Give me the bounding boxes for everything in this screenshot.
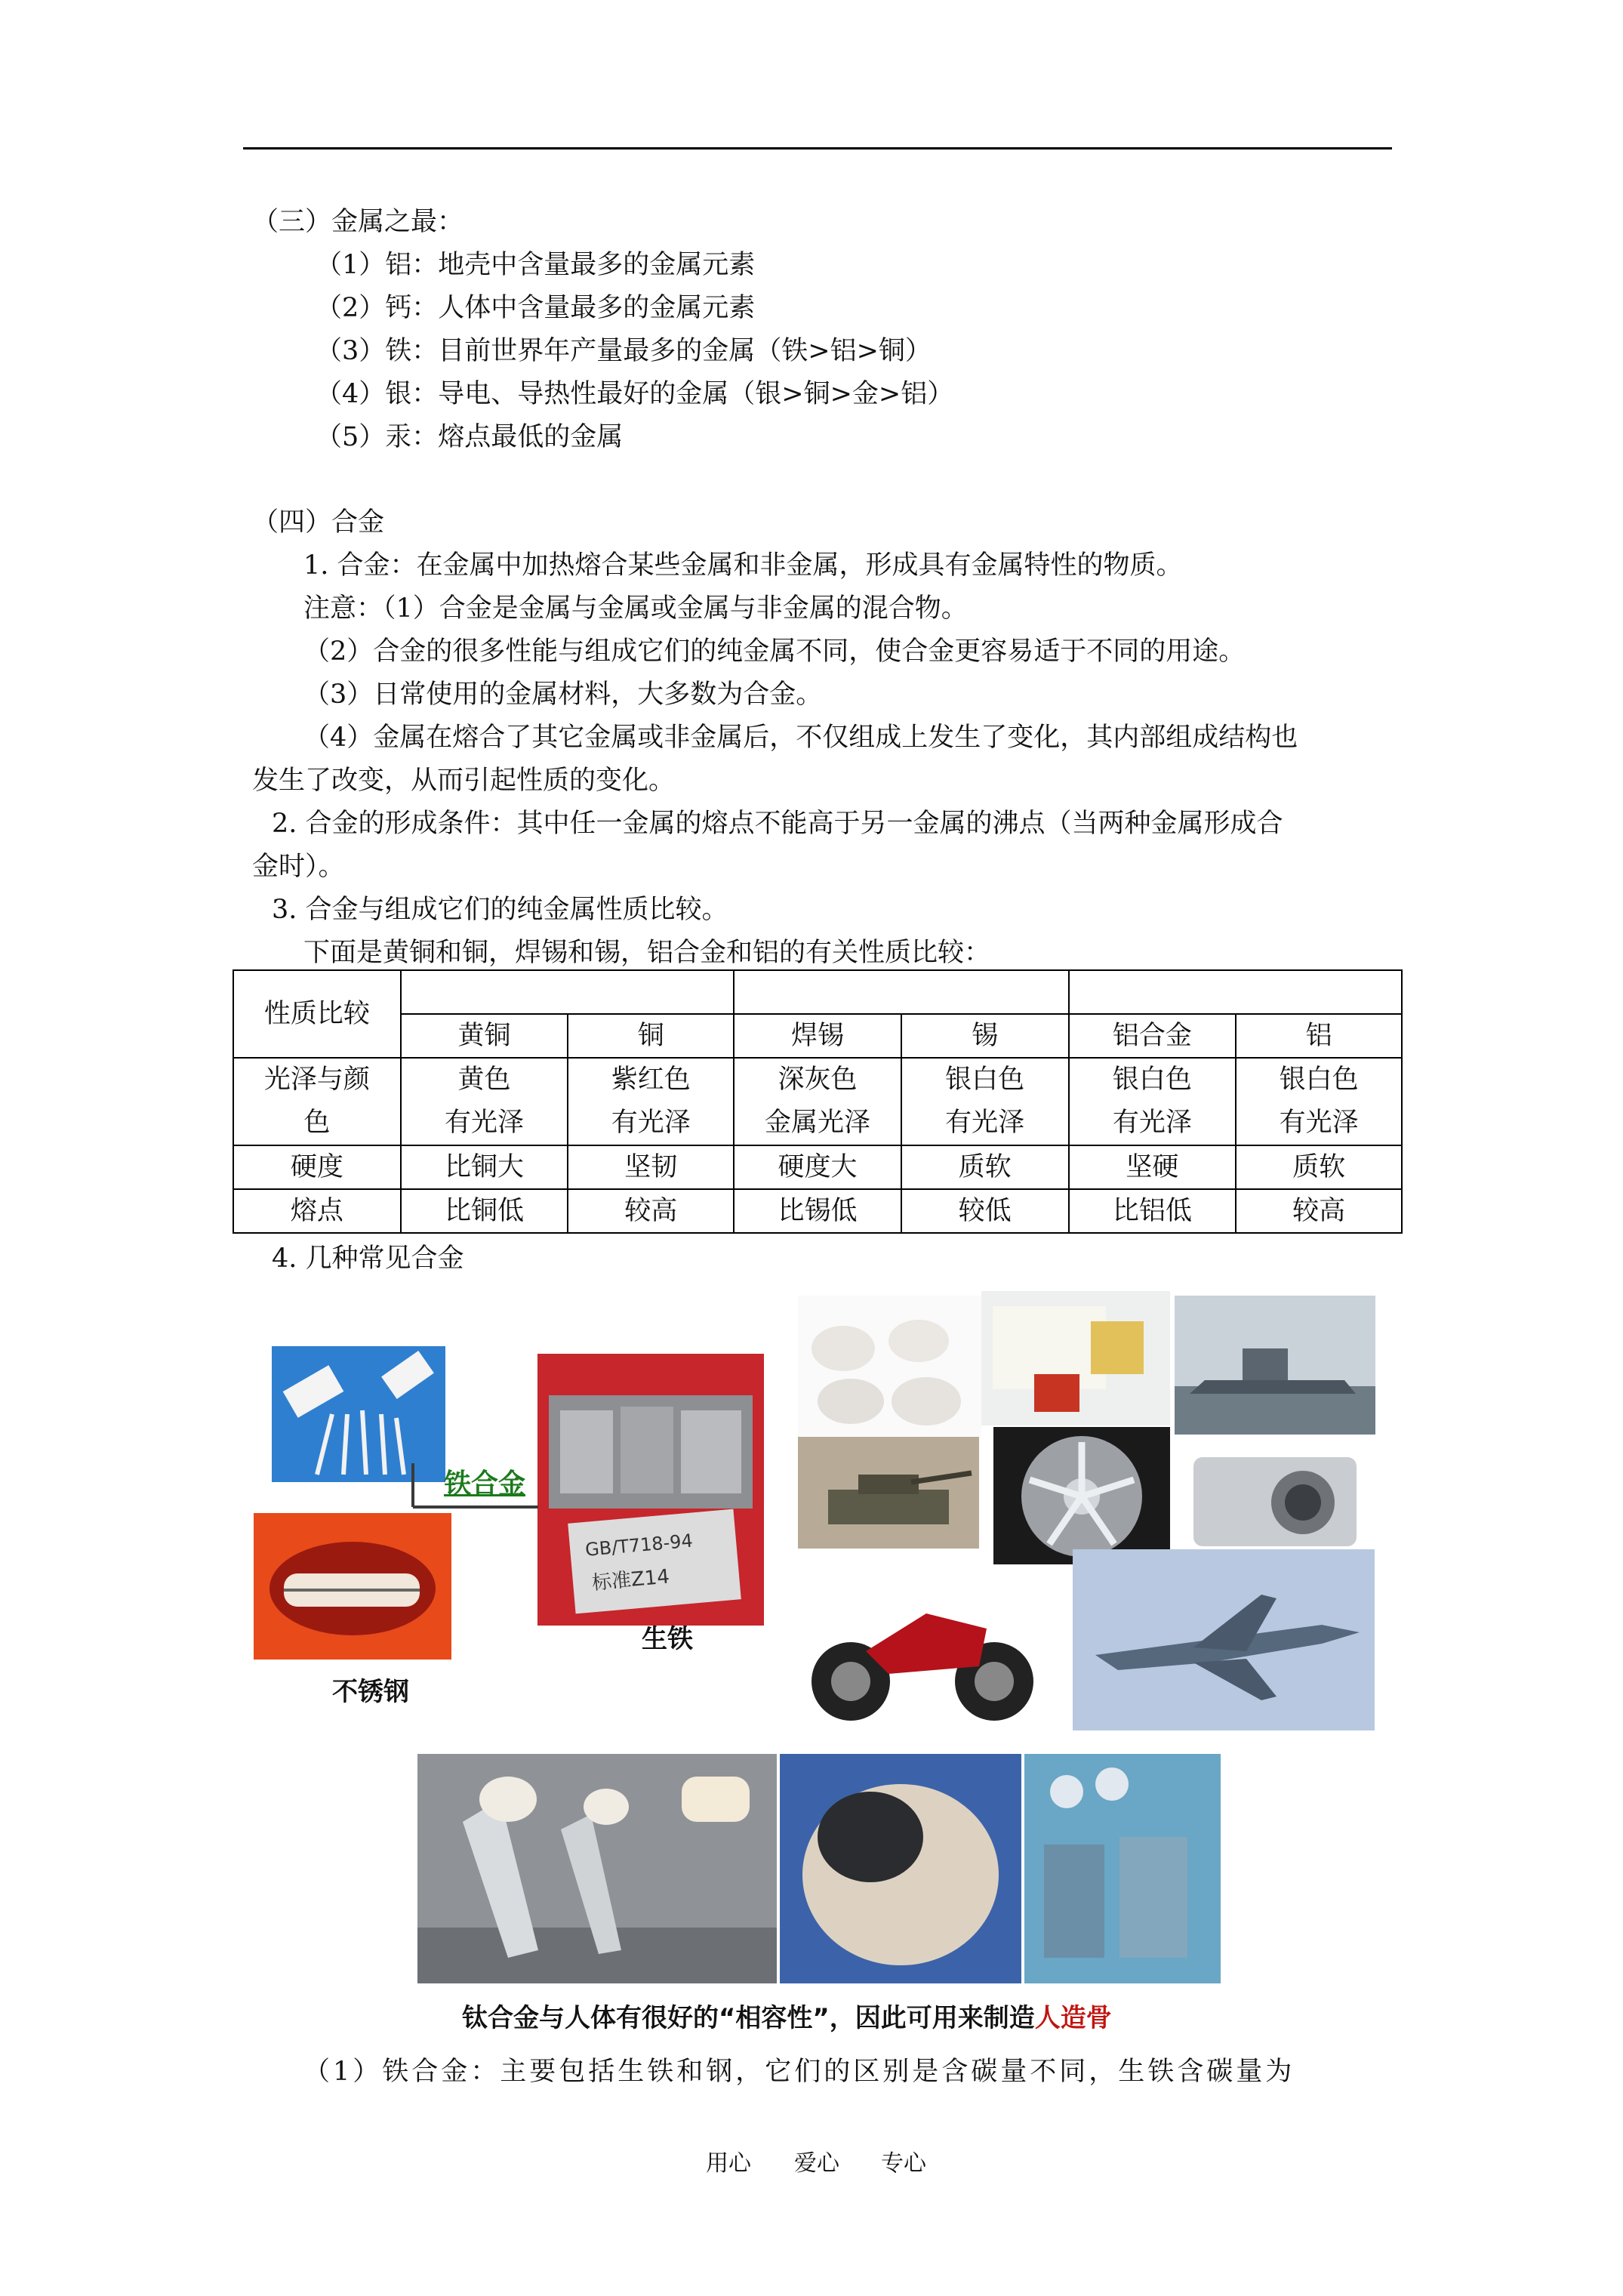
table-cell: 坚韧 <box>568 1145 734 1189</box>
warship-image <box>1175 1296 1375 1435</box>
table-cell: 紫红色 有光泽 <box>568 1058 734 1145</box>
table-cell: 比铜大 <box>401 1145 568 1189</box>
col-header: 黄铜 <box>401 1014 568 1058</box>
section3-item-2: （2）钙：人体中含量最多的金属元素 <box>316 293 756 323</box>
stainless-steel-label: 不锈钢 <box>332 1677 409 1707</box>
section3-item-1: （1）铝：地壳中含量最多的金属元素 <box>316 250 756 280</box>
ingot-code-1: GB/T718-94 <box>584 1530 694 1561</box>
table-row <box>233 1058 1402 1145</box>
row-label: 熔点 <box>233 1189 401 1233</box>
table-cell: 坚硬 <box>1069 1145 1236 1189</box>
col-header: 铝 <box>1236 1014 1402 1058</box>
iron-alloy-label: 铁合金 <box>444 1469 526 1499</box>
table-cell: 较高 <box>1236 1189 1402 1233</box>
table-cell: 硬度大 <box>734 1145 901 1189</box>
tank-image <box>798 1437 979 1549</box>
section4-note4b: 发生了改变，从而引起性质的变化。 <box>252 766 676 796</box>
titanium-caption: 钛合金与人体有很好的“相容性”，因此可用来制造人造骨 <box>462 2003 1112 2033</box>
table-cell: 比锡低 <box>734 1189 901 1233</box>
ingot-code-2: 标准Z14 <box>590 1565 671 1595</box>
foil-image <box>981 1291 1170 1425</box>
camera-image <box>1175 1435 1375 1561</box>
section4-p2a: 2. 合金的形成条件：其中任一金属的熔点不能高于另一金属的沸点（当两种金属形成合 <box>272 809 1283 839</box>
table-group-aluminium <box>1069 970 1402 1014</box>
header-rule <box>243 147 1392 149</box>
section3-item-5: （5）汞：熔点最低的金属 <box>316 422 624 452</box>
table-cell: 比铜低 <box>401 1189 568 1233</box>
table-cell: 深灰色 金属光泽 <box>734 1058 901 1145</box>
section4-p4: 4. 几种常见合金 <box>272 1244 464 1274</box>
section3-title: （三）金属之最： <box>252 207 464 237</box>
footer-b: 爱心 <box>794 2150 839 2177</box>
braces-image <box>254 1513 451 1660</box>
motorcycle-image <box>798 1568 1047 1727</box>
comparison-table <box>233 969 1403 1234</box>
table-cell: 银白色 有光泽 <box>1236 1058 1402 1145</box>
row-label: 硬度 <box>233 1145 401 1189</box>
footer-a: 用心 <box>706 2150 751 2177</box>
section4-note3: （3）日常使用的金属材料，大多数为合金。 <box>303 680 823 710</box>
section3-item-4: （4）银：导电、导热性最好的金属（银>铜>金>铝） <box>316 379 954 409</box>
col-header: 焊锡 <box>734 1014 901 1058</box>
wheel-image <box>993 1427 1170 1564</box>
table-cell: 较高 <box>568 1189 734 1233</box>
table-group-brass <box>401 970 734 1014</box>
section4-p3b: 下面是黄铜和铜，焊锡和锡，铝合金和铝的有关性质比较： <box>303 938 991 968</box>
scalpels-image <box>272 1346 445 1482</box>
table-row <box>233 1189 1402 1233</box>
section3-item-3: （3）铁：目前世界年产量最多的金属（铁>铝>铜） <box>316 336 932 366</box>
section4-title: （四）合金 <box>252 507 385 538</box>
pig-iron-label: 生铁 <box>642 1624 693 1654</box>
table-cell: 黄色 有光泽 <box>401 1058 568 1145</box>
cookware-image <box>798 1296 981 1436</box>
table-row <box>233 1145 1402 1189</box>
col-header: 锡 <box>901 1014 1069 1058</box>
table-cell: 较低 <box>901 1189 1069 1233</box>
fighter-jet-image <box>1073 1549 1375 1730</box>
col-header: 铜 <box>568 1014 734 1058</box>
row-label: 光泽与颜 色 <box>233 1058 401 1145</box>
table-cell: 银白色 有光泽 <box>901 1058 1069 1145</box>
table-cell: 质软 <box>901 1145 1069 1189</box>
section4-p5: （1）铁合金：主要包括生铁和钢，它们的区别是含碳量不同，生铁含碳量为 <box>303 2057 1295 2087</box>
titanium-implants-image <box>417 1754 1221 1983</box>
section4-p1: 1. 合金：在金属中加热熔合某些金属和非金属，形成具有金属特性的物质。 <box>303 550 1183 581</box>
table-cell: 质软 <box>1236 1145 1402 1189</box>
section4-note2: （2）合金的很多性能与组成它们的纯金属不同，使合金更容易适于不同的用途。 <box>303 636 1246 667</box>
section4-note4a: （4）金属在熔合了其它金属或非金属后，不仅组成上发生了变化，其内部组成结构也 <box>303 723 1298 753</box>
section4-p2b: 金时）。 <box>252 852 345 882</box>
footer-c: 专心 <box>881 2150 926 2177</box>
table-group-solder <box>734 970 1068 1014</box>
table-corner: 性质比较 <box>233 970 401 1058</box>
section4-p3: 3. 合金与组成它们的纯金属性质比较。 <box>272 895 728 925</box>
table-cell: 银白色 有光泽 <box>1069 1058 1236 1145</box>
pig-iron-image <box>537 1354 764 1626</box>
col-header: 铝合金 <box>1069 1014 1236 1058</box>
table-cell: 比铝低 <box>1069 1189 1236 1233</box>
section4-note1: 注意：（1）合金是金属与金属或金属与非金属的混合物。 <box>303 593 968 624</box>
